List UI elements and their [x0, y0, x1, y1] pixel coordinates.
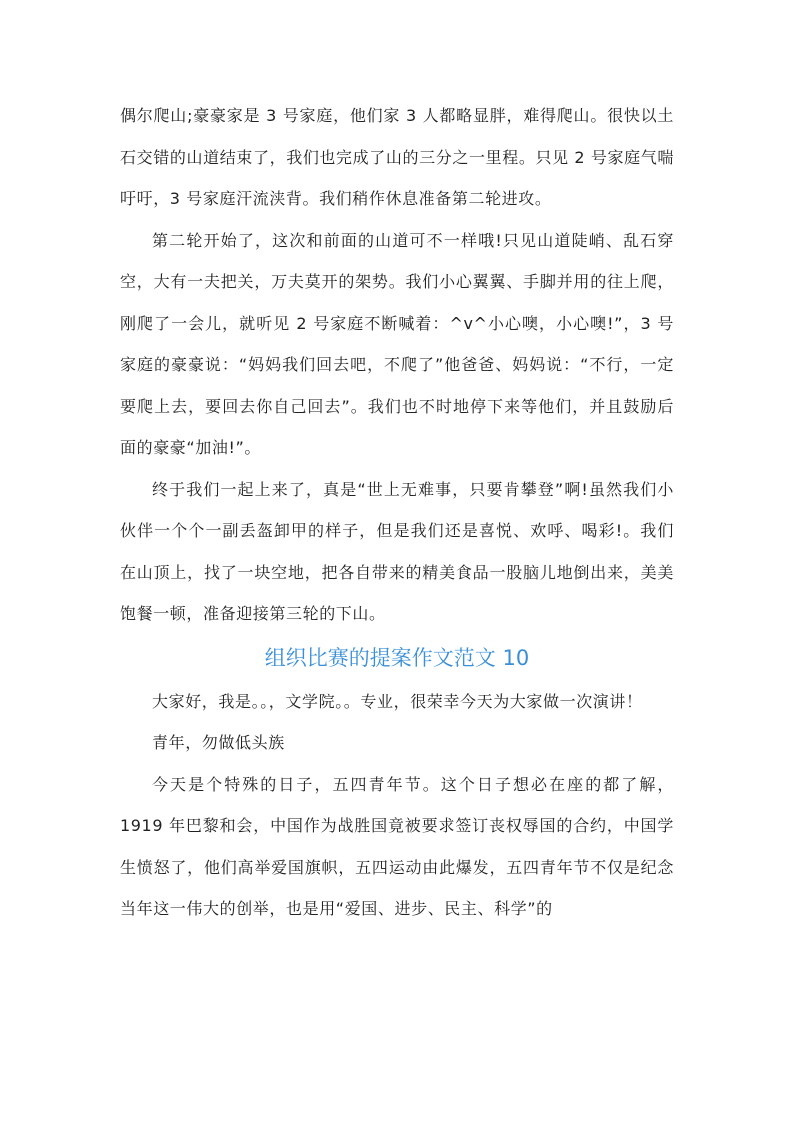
paragraph-summit: 终于我们一起上来了，真是“世上无难事，只要肯攀登”啊!虽然我们小伙伴一个个一副丢盔卸甲的样子，但是我们还是喜悦、欢呼、喝彩!。我们在山顶上，找了一块空地，把各自带来的精美食品一股脑儿地倒出来，美美饱餐一顿，准备迎接第三轮的下山。: [120, 479, 674, 623]
paragraph-second-round: 第二轮开始了，这次和前面的山道可不一样哦!只见山道陡峭、乱石穿空，大有一夫把关，万夫莫开的架势。我们小心翼翼、手脚并用的往上爬，刚爬了一会儿，就听见 2 号家庭不断喊着：^v^小心噢，小心噢!”，3 号家庭的豪豪说：“妈妈我们回去吧，不爬了”他爸爸、妈妈说：“不行，一定要爬上去，要回去你自己回去”。我们也不时地停下来等他们，并且鼓励后面的豪豪“加油!”。: [120, 230, 674, 457]
paragraph-may-fourth: 今天是个特殊的日子，五四青年节。这个日子想必在座的都了解，1919 年巴黎和会，中国作为战胜国竟被要求签订丧权辱国的合约，中国学生愤怒了，他们高举爱国旗帜，五四运动由此爆发，五四青年节不仅是纪念当年这一伟大的创举，也是用“爱国、进步、民主、科学”的: [120, 774, 674, 918]
section-heading: 组织比赛的提案作文范文 10: [264, 645, 530, 670]
paragraph-speech-title: 青年，勿做低头族: [152, 733, 285, 752]
paragraph-climb-end: 偶尔爬山;豪豪家是 3 号家庭，他们家 3 人都略显胖，难得爬山。很快以土石交错的山道结束了，我们也完成了山的三分之一里程。只见 2 号家庭气喘吁吁，3 号家庭汗流浃背。我们稍作休息准备第二轮进攻。: [120, 106, 674, 208]
document-page: [120, 95, 674, 930]
paragraph-greeting: 大家好，我是。。，文学院。。专业，很荣幸今天为大家做一次演讲！: [152, 691, 643, 711]
